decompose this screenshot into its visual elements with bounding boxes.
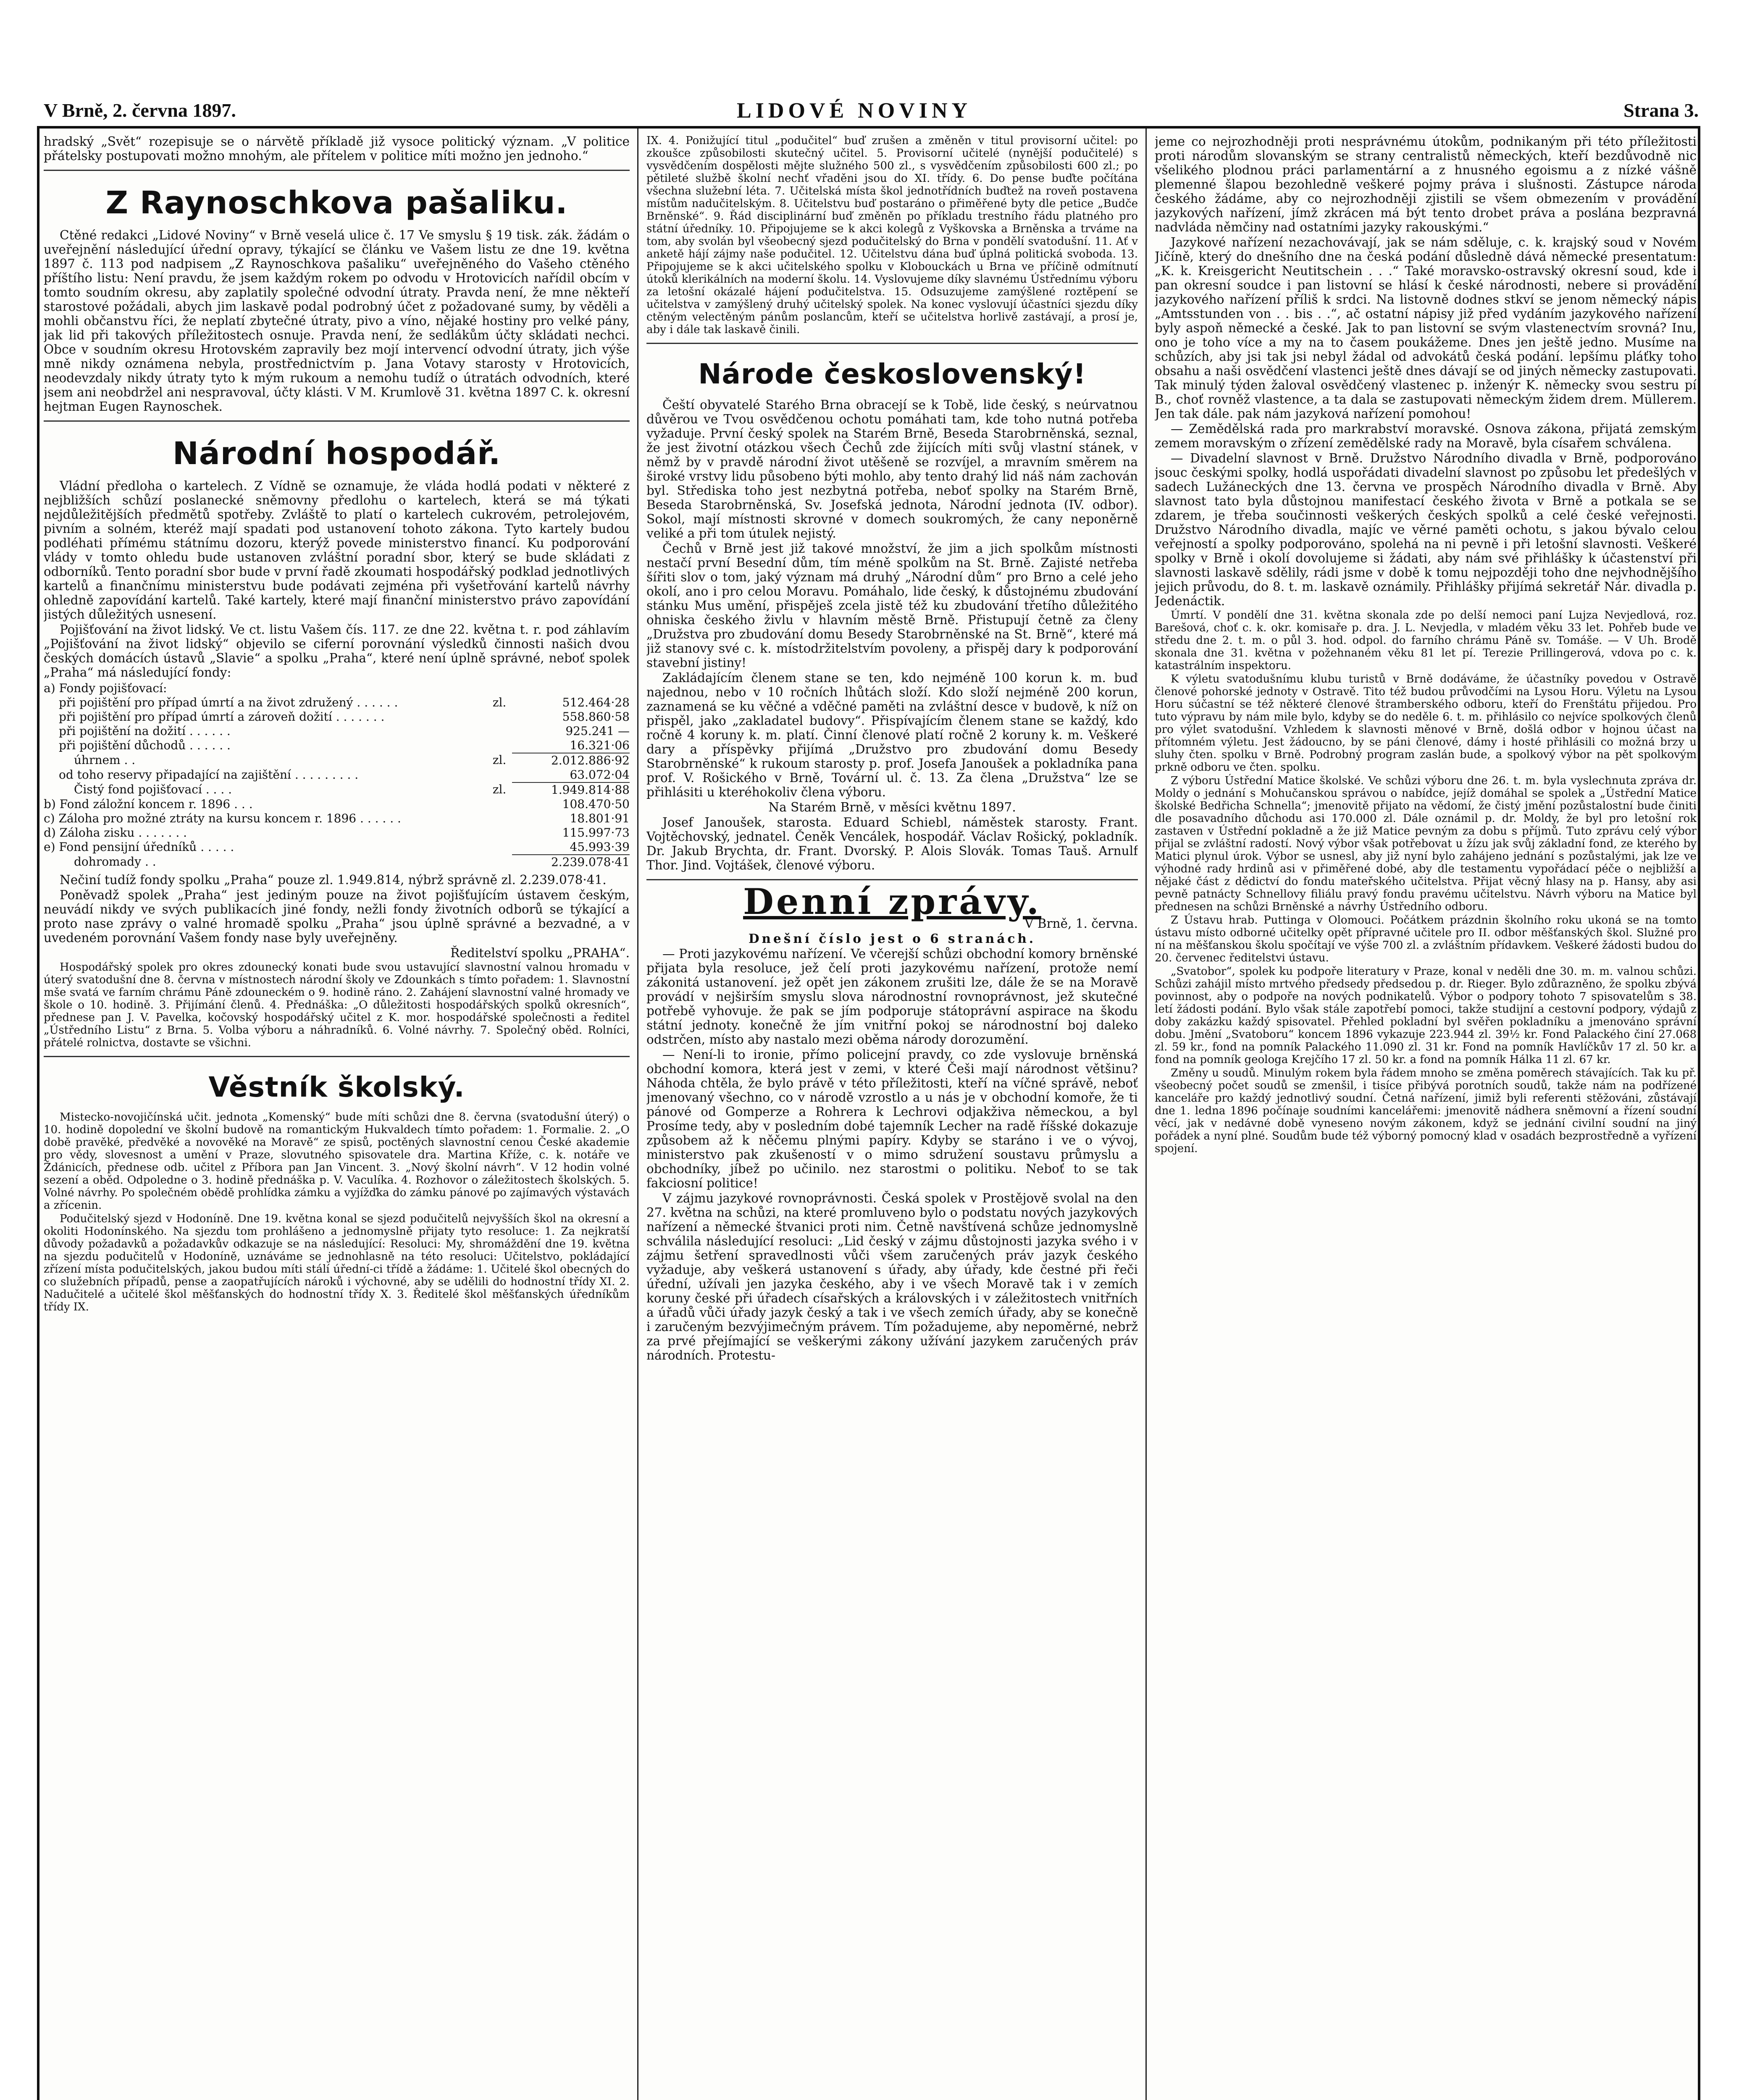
headline-denni-zpravy: Denní zprávy. [743, 881, 1041, 922]
fund-label: od toho reservy připadající na zajištění . . . . . . . . . [59, 768, 359, 782]
fund-currency [487, 681, 512, 696]
newspaper-page [37, 99, 1700, 2100]
article-text: Podučitelský sjezd v Hodoníně. Dne 19. května konal se sjezd podučitelů nejvyšších škol na okresní a okoliti Hodonínského. Na sjezdu tom prohlášeno a jednomyslně přijaty tyto resoluce: 1. Za nejkratší důvody požadavků a požadavkův odkazuje se na následující: Resoluci: My, shromáždění dne 19. května na sjezdu podučitelů v Hodoníně, uznáváme se jednohlasně na této resoluci: Učitelstvo, pokládající zřízení místa podučitelských, jakou budou míti stálí úřední-ci třídě a žádáme: 1. Učitelé škol obecných do co služebních případů, pense a zaopatřujících nároků i výchovné, aby se udělili do hodnostní třídy XI. 2. Nadučitelé a učitelé škol měšťanských do hodnostní třídy X. 3. Ředitelé škol měšťanských úředníkům třídy IX. [44, 1213, 630, 1313]
fund-currency: zl. [492, 753, 507, 767]
masthead-page-number: Strana 3. [1623, 100, 1699, 121]
article-text: Ctěné redakci „Lidové Noviny“ v Brně veselá ulice č. 17 Ve smyslu § 19 tisk. zák. žádám o uveřejnění následující úřední opravy, týkající se článku ve Vašem listu ze dne 19. května 1897 č. 113 pod nadpisem „Z Raynoschkova pašaliku“ uveřejněného do Vašeho ctěného příštího listu: Není pravdu, že jsem každým rokem po odvodu v Hrotovicích nařídil obcím v tomto soudním okresu, aby zaplatily společné odvodní útraty. Pravda není, že mne někteří starostové požádali, abych jim laskavě podal podrobný účet z požadované sumy, by věděli a mohli občanstvu říci, že neplatí zbytečné útraty, pivo a víno, nějaké hostiny pro velké pány, jak lid při takových příležitostech osnuje. Pravda není, že sedlákům účty skládati nechci. Obce v soudním okresu Hrotovském zapravily bez mojí intervencí odvodní útraty, jich výše mně nikdy oznámena nebyla, prostřednictvím p. Jana Votavy starosty v Hrotovicích, neodevzdaly nikdy útraty tyto k mým rukoum a nemohu tudíž o útratách odvodních, které jsem ani neobdržel ani nespravoval, účty klásti. V M. Krumlově 31. května 1897 C. k. okresní hejtman Eugen Raynoschek. [44, 228, 630, 414]
article-text: „Svatobor“, spolek ku podpoře literatury v Praze, konal v neděli dne 30. m. m. valnou schůzi. Schůzi zahájil místo mrtvého předsedy předsedou p. dr. Rieger. Bylo zdůrazněno, že spolku zbývá povinnost, aby o podpoře na nových podnikatelů. Výbor o podpory tohoto 7 spisovatelům s 38. letí žádosti podání. Bylo však stále zapotřebí pomoci, takže studijní a cestovní podpory, výdajů z doby zakázku každý spisovatel. Přehled pokladní byl svěřen pokladníku a jmenováno správní dobu. Jmění „Svatoboru“ koncem 1896 vykazuje 223.944 zl. 39½ kr. Fond Palackého činí 27.068 zl. 59 kr., fond na pomník Palackého 11.090 zl. 31 kr. Fond na pomník Havlíčkův 17 zl. 50 kr. a fond na pomník geologa Krejčího 17 zl. 50 kr. a fond na pomník Hálka 11 zl. 67 kr. [1155, 965, 1697, 1066]
column-2 [646, 134, 1138, 2100]
article-text: Vládní předloha o kartelech. Z Vídně se oznamuje, že vláda hodlá podati v některé z nejbližších schůzí poslanecké sněmovny předlohu o kartelech, která se má týkati nejdůležitějších předmětů spotřeby. Zvláště to platí o kartelech cukrovém, petrolejovém, pivním a solném, kteréž mají spadati pod ustanovení tohoto zákona. Tyto kartely budou podléhati přímému státnímu dozoru, kterýž povede ministerstvo financí. Ku podporování vlády v tomto ohledu bude ustanoven zvláštní poradní sbor, který se bude skládati z odborníků. Tento poradní sbor bude v první řadě zkoumati hospodářský podklad jednotlivých kartelů a finančnímu ministerstvu bude podávati zejména při vyšetřování kartelů návrhy ohledně zapovídání kartelů. Také kartely, které mají finanční ministerstvo právo zapovídání jistých důležitých usnesení. [44, 479, 630, 622]
section-divider [646, 879, 1138, 880]
article-signature: Ředitelství spolku „PRAHA“. [450, 946, 630, 960]
fund-currency [487, 855, 512, 869]
fund-label: při pojištění důchodů . . . . . . [59, 738, 231, 752]
article-text: Úmrtí. V pondělí dne 31. května skonala zde po delší nemoci paní Lujza Nevjedlová, roz. Barešová, choť c. k. okr. komisaře p. dra. J. L. Nevjedla, v mladém věku 33 let. Pohřeb bude ve středu dne 2. t. m. o půl 3. hod. odpol. do farního chrámu Páně sv. Tomáše. — V Uh. Brodě skonala dne 31. května v požehnaném věku 81 let pí. Terezie Prillingerová, vdova po c. k. katastrálním inspektoru. [1155, 609, 1697, 672]
article-text: Josef Janoušek, starosta. Eduard Schiebl, náměstek starosty. Frant. Vojtěchovský, jednatel. Čeněk Vencálek, hospodář. Václav Rošický, pokladník. Dr. Jakub Brychta, dr. Frant. Dvorský. P. Alois Slovák. Tomas Tauš. Arnulf Thor. Jind. Vojtášek, členové výboru. [646, 815, 1138, 872]
article-text: Čeští obyvatelé Starého Brna obracejí se k Tobě, lide český, s neúrvatnou důvěrou ve Tvou osvědčenou ochotu pomáhati tam, kde toho nutná potřeba vyžaduje. První český spolek na Starém Brně, Beseda Starobrněnská, seznal, že jest životní otázkou všech Čechů zde žijících míti svůj vlastní stánek, v němž by v pravdě národní život utěšeně se rozvíjel, a mravním směrem na široké vrstvy lidu působeno býti mohlo, aby tento drahý lid náš nám zachován byl. Střediska toho jest nezbytná potřeba, neboť spolky na Starém Brně, Beseda Starobrněnská, Sv. Josefská jednota, Národní jednota (IV. odbor). Sokol, mají místnosti skrovné v domech soukromých, že cany neponěrně veliké a při tom útulek nejistý. [646, 398, 1138, 541]
article-text: — Zemědělská rada pro markrabství moravské. Osnova zákona, přijatá zemským zemem moravským o zřízení zemědělské rady na Moravě, byla císařem schválena. [1155, 422, 1697, 450]
fund-amount: 512.464·28 [562, 696, 630, 709]
fund-row [44, 681, 630, 696]
fund-row [44, 840, 630, 855]
article-text: jeme co nejrozhodněji proti nesprávnému útokům, podnikaným při této příležitosti proti národům slovanským se strany centralistů německých, kteří bezdůvodně nic všelikého plodnou práci parlamentární a z hnusného egoismu a z nízké vášně plemenné šlapou bezohledně veškeré pojmy práva i slušnosti. Zástupce národa českého žádáme, aby co nejrozhodněji zjistili se všem obmezením v provádění jazykových nařízení, jímž zkrácen má být tento drobet práva a poslána bezpravná nadvláda němčiny nad ostatními jazyky rakouskými.“ [1155, 134, 1697, 234]
masthead-title: LIDOVÉ NOVINY [737, 99, 972, 123]
article-text: Nečiní tudíž fondy spolku „Praha“ pouze zl. 1.949.814, nýbrž správně zl. 2.239.078·41. [60, 873, 607, 887]
column-divider [637, 129, 638, 2100]
article-text: — Není-li to ironie, přímo policejní pravdy, co zde vyslovuje brněnská obchodní komora, která jest v zemi, v které Češi mají národnost většinu? Náhoda chtěla, že bylo právě v této příležitosti, kteří na víčné správě, neboť jmenovaný všechno, co v národě vzrostlo a u nás je v obchodní komoře, že ti pánové od Gomperze a Rohrera k Lechrovi odjakživa německou, a byl Prosíme tedy, aby v posledním dobé tajemník Lecher na radě říšské dokazuje způsobem až k něčemu plnými papíry. Kdyby se staráno i ve o vývoj, ministerstvo pak zkušeností v o mimo sdružení soustavu průmyslu a obchodníky, jíbež po učinilo. nez starostmi o politiku. Neboť to se tak fakciosní politice! [646, 1047, 1138, 1190]
fund-amount: 18.801·91 [570, 811, 630, 825]
fund-amount: 1.949.814·88 [512, 782, 630, 797]
article-text: — Proti jazykovému nařízení. Ve včerejší schůzi obchodní komory brněnské přijata byla resoluce, jež čelí proti jazykovému nařízení, protože nemí zákonitá ustanovení. jež opět jen zákonem zrušiti lze, dále že se na Moravě provádí v nejširším smyslu slova národnostní rovnoprávnost, jež skutečné potřebě vyhovuje. že pak se jím podporuje státoprávní aspirace na škodu státní jednoty. konečně že jím vnitřní pokoj se národnostní boj daleko odstrčen, místo aby nastalo mezi oběma národy dorozumění. [646, 947, 1138, 1047]
insurance-fund-table [44, 681, 630, 869]
fund-currency: zl. [492, 782, 507, 796]
article-text: Čechů v Brně jest již takové množství, že jim a jich spolkům místnosti nestačí první Besední dům, tím méně spolkům na St. Brně. Zajisté netřeba šířiti slov o tom, jaký význam má druhý „Národní dům“ pro Brno a celé jeho okolí, ano i pro celou Moravu. Pomáhalo, lide český, k důstojnému zbudování stánku Mus umění, přispěješ zcela jistě též ku zbudování třetího důležitého ohniska českého živlu v hlavním městě Brně. Přistupují četně za členy „Družstva pro zbudování domu Besedy Starobrněnské na St. Brně“, které má již stanovy své c. k. místodržitelstvím povoleny, a přispěj dary k podporování stavební jistiny! [646, 541, 1138, 670]
fund-label: úhrnem . . [74, 753, 136, 767]
section-divider [44, 170, 630, 171]
article-text: — Divadelní slavnost v Brně. Družstvo Národního divadla v Brně, podporováno jsouc českými spolky, hodlá uspořádati divadelní slavnost po způsobu let předešlých v sadech Lužáneckých dne 13. června ve prospěch Národního divadla v Brně. Aby slavnost tato byla důstojnou manifestací českého života v Brně a potkala se se zdarem, je třeba součinnosti veškerých českých spolků a celé české veřejnosti. Družstvo Národního divadla, majíc ve věrné paměti ochotu, s jakou bývalo celou veřejností a spolky podporováno, spolehá na ni pevně i při letošní slavnosti. Veškeré spolky v Brně i okolí dovolujeme si žádati, aby nám své přihlášky k účastenství při slavnosti laskavě sdělily, rádi jsme v době k tomu nejpozději toho dne nejvhodnějšího jejich průvodu, do 8. t. m. laskavě oznámily. Přihlášky přijímá sekretář Nár. divadla p. Jedenáctik. [1155, 451, 1697, 608]
fund-row [44, 811, 630, 826]
fund-amount: 925.241 — [565, 724, 630, 738]
fund-currency [487, 811, 512, 826]
fund-amount: 2.012.886·92 [512, 753, 630, 768]
fund-label: a) Fondy pojišťovací: [44, 681, 167, 695]
column-3 [1155, 134, 1697, 2100]
fund-label: c) Záloha pro možné ztráty na kursu koncem r. 1896 . . . . . . [44, 811, 401, 825]
article-text: Z Ústavu hrab. Puttinga v Olomouci. Počátkem prázdnin školního roku ukoná se na tomto ústavu místo odborné učitelky opět přípravné učitele pro II. odbor měšťanských škol. Služné pro ní na měšťanskou školu spočítají ve výše 700 zl. a zvláštním přídavkem. Veškeré žádosti budou do 20. červenec ředitelstvi ústavu. [1155, 914, 1697, 964]
fund-currency [487, 738, 512, 753]
fund-label: při pojištění na dožití . . . . . . [59, 724, 231, 738]
fund-amount: 63.072·04 [570, 768, 630, 782]
article-text: V zájmu jazykové rovnoprávnosti. Česká spolek v Prostějově svolal na den 27. května na schůzi, na které promluveno bylo o podstatu nových jazykových nařízení a německé štvanici proti nim. Četně navštívená schůze jednomyslně schválila následující resoluci: „Lid český v zájmu důstojnosti jazyka svého i v zájmu šetření spravedlnosti vůči všem zaručených práv jazyk českého vyžaduje, aby veškerá ustanovení s úřady, aby úřady, kde čestné při řeči úřední, užívali jen jazyka českého, aby i ve všech Moravě tak i v zemích koruny české při úřadech císařských a královských i v záležitostech vnitřních a úřadů vůči úřady jazyk český a tak i ve všech zemích úřady, aby se konečně i zaručeným bezvýjimečným právem. Tím požadujeme, aby nepoměrné, nebrž za prvé přejímající se veškerými zákony užívání jazykem zaručených práv národních. Protestu- [646, 1191, 1138, 1362]
fund-currency [487, 768, 512, 782]
fund-row [44, 738, 630, 753]
fund-row [44, 724, 630, 738]
article-text: Mistecko-novojičínská učit. jednota „Komenský“ bude míti schůzi dne 8. června (svatodušní úterý) o 10. hodině dopolední ve školní budově na romantickým Hukvaldech tímto pořadem: 1. Formalie. 2. „O době pravěké, předvěké a novověké na Moravě“ ze spisů, poctěných slavnostní cenou České akademie pro vědy, slovesnost a umění v Praze, slovutného spisovatele dra. Martina Kříže, c. k. notáře ve Ždánicích, přednese odb. učitel z Příbora pan Jan Vincent. 3. „Nový školní návrh“. V 12 hodin volné sezení a oběd. Odpoledne o 3. hodině přednáška p. V. Vaculíka. 4. Rozhovor o záležitostech školských. 5. Volné návrhy. Po společném obědě prohlídka zámku a vyjížďka do zámku pánové po zajímavých výstavách a zřícenin. [44, 1111, 630, 1212]
section-divider [44, 1056, 630, 1057]
fund-label: dohromady . . [74, 855, 156, 869]
fund-row [44, 855, 630, 869]
fund-row [44, 826, 630, 840]
article-text: K výletu svatodušnímu klubu turistů v Brně dodáváme, že účastníky povedou v Ostravě členové pohorské jednoty v Ostravě. Tito též budou průvodčími na Lysou Horu. Výletu na Lysou Horu súčastní se též některé členové štramberského odboru, kteří do Frenštátu přijedou. Pro tuto výpravu by nám mile bylo, kdyby se do neděle 6. t. m. přihlásilo co nejvíce spolkových členů pro výlet svatodušní. Vzhledem k slavnosti měnové v Brně, došlá odbor v hojnou účast na přítomném výletu. Jest žádoucno, by se páni členové, dámy i hosté přihlásili co možná brzy u sluhy čten. spolku v Brně. Podrobný program zaslán bude, a spolkový výbor na pět spolkovým prkně odboru ve čten. spolku. [1155, 673, 1697, 774]
article-dateline: Na Starém Brně, v měsíci květnu 1897. [768, 800, 1016, 814]
fund-amount: 2.239.078·41 [512, 855, 630, 869]
headline-vestnik-skolsky: Věstník školský. [208, 1071, 465, 1103]
fund-amount [512, 681, 630, 696]
fund-label: b) Fond záložní koncem r. 1896 . . . [44, 797, 253, 811]
article-text: IX. 4. Ponižující titul „podučitel“ buď zrušen a změněn v titul provisorní učitel: po zkoušce způsobilosti skutečný učitel. 5. Provisorní učitelé (nynější podučitelé) s vysvědčením dospělosti mějte služného 500 zl., s vysvědčením způsobilosti 600 zl.; po pětileté službě školní nechť vřaděni jsou do XI. třídy. 6. Do pense buďte počítána všechna služební léta. 7. Učitelská místa škol jednotřídních buďtež na roveň postavena místům nadučitelským. 8. Učitelstvu buď postaráno o přiměřené byty dle petice „Budče Brněnské“. 9. Řád disciplinární buď změněn po příkladu trestního řádu platného pro státní úředníky. 10. Připojujeme se k akci kolegů z Vyškovska a Brněnska a trváme na tom, aby svolán byl všeobecný sjezd podučitelský do Brna v pondělí svatodušní. 11. Ať v anketě hájí zájmy naše podučitel. 12. Učitelstvu dána buď úplná politická svoboda. 13. Připojujeme se k akci učitelského spolku v Klobouckách u Brna ve příčině odmítnutí útoků klerikálních na moderní školu. 14. Vyslovujeme díky slavnému Ústřednímu výboru za letošní okázalé hájení podučitelstva. 15. Odsuzujeme zamýšlené roztěpení se učitelstva v zamýšlený druhý učitelský spolek. Na konec vyslovují účastníci sjezdu díky ctěným velectěným pánům poslancům, kteří se učitelstva horlivě zastávají, a prosí je, aby i dále tak laskavě činili. [646, 134, 1138, 336]
fund-label: d) Záloha zisku . . . . . . . [44, 826, 187, 840]
fund-row [44, 696, 630, 710]
article-text: Jazykové nařízení nezachovávají, jak se nám sděluje, c. k. krajský soud v Novém Jičíně, který do dnešního dne na česká podání důsledně dává německé presentatum: „K. k. Kreisgericht Neutitschein . . .“ Také moravsko-ostravský okresní soud, kde i pan okresní soudce i pan listovní se hlásí k české národnosti, nebere si provádění jazykového nařízení příliš k srdci. Na listovně dodnes stkví se jenom německý nápis „Amtsstunden von . . bis . .“, ač ostatní nápisy již před vydáním jazykového nařízení byly aspoň německé a české. Jak to pan listovní se svým vlastenectvím srovná? Inu, ono je toho více a my na to časem poukážeme. Dnes jen ještě jedno. Musíme na schůzích, aby jsi tak jsi nebyl žádal od advokátů česká podání. lepšímu pláťky toho obsahu a naši osvědčení vlastenci ještě dnes dávají se od jiných německy zastupovati. Tak minulý týden žaloval osvědčený vlastenec p. inženýr K. německy svou sestru pí B., choť rovněž vlastence, a ta dala se zastupovati německým židem drem. Müllerem. Jen tak dále. pak nám jazyková nařízení pomohou! [1155, 235, 1697, 421]
fund-currency [487, 826, 512, 840]
headline-raynoschek: Z Raynoschkova pašaliku. [105, 185, 568, 221]
headline-narodni-hospodar: Národní hospodář. [172, 436, 501, 472]
article-text: Změny u soudů. Minulým rokem byla řádem mnoho se změna poměrech stávajících. Tak ku př. všeobecný počet soudů se zmenšil, i tisíce přibývá porotních soudů, takže nám na podřízené kanceláře pro každý jednotlivý soudní. Četná nařízení, jimiž byli referenti stěžováni, zůstávají dne 1. ledna 1896 počínaje soudními kancelářemi: jmenovitě nádhera sněmovní a řízení soudní věcí, jak v nedávné době vyneseno novým zákonem, když se jednání civilní soudní na jiný pořádek a nyní plné. Soudům bude též výborný pomocný klad v osadách bezprostředně a vyřízení spojení. [1155, 1067, 1697, 1155]
fund-currency: zl. [492, 696, 507, 709]
fund-currency [487, 724, 512, 738]
fund-amount: 16.321·06 [570, 738, 630, 752]
fund-row [44, 768, 630, 782]
fund-amount: 115.997·73 [562, 826, 630, 840]
article-text: Z výboru Ústřední Matice školské. Ve schůzi výboru dne 26. t. m. byla vyslechnuta zpráva dr. Moldy o jednání s Mohučanskou správou o nabídce, jejíž domáhal se spolek a „Ústřední Matice školské Bedřicha Schnella“; jmenovitě přijato na vědomí, že čistý jmění pozůstalostní bude činiti dle posavadního důchodu asi 170.000 zl. Dále oznámil p. dr. Moldy, že byl pro letošní rok zastaven v Ústřední pokladně a že již Matice pevným za dobu s příjmů. Tuto zprávu celý výbor přijal se zvláštní radostí. Nový výbor však potřebovat u žízu jak svůj základní fond, ze kterého by Matici plynul úrok. Výbor se usnesl, aby již nyní bylo zahájeno jednání s pozůstalými, jak lze ve výhodné rady hrdinů asi v přiměřené dobé, aby dle testamentu vypořádací péče o nejbližší a nějaké část z dědictví do fondu mateřského učitelstva. Přijat věcný hlasy na p. Hansy, aby asi pevně patnácty Schnellovy filiálu pravý fondu pravému učitelstvu. Návrh výboru na Matice byl přednesen na schůzi Brněnské a návrhy Ústředního odboru. [1155, 774, 1697, 913]
fund-label: při pojištění pro případ úmrtí a zároveň dožití . . . . . . . [59, 710, 385, 724]
section-divider [44, 420, 630, 422]
column-divider [1145, 129, 1147, 2100]
article-text: Zakládajícím členem stane se ten, kdo nejméně 100 korun k. m. buď najednou, nebo v 10 ročních lhůtách složí. Kdo složí nejméně 200 korun, zaznamená se ku věčné a vděčné paměti na zvláštní desce v budově, k níž on přispěl, jako „zakladatel budovy“. Přispívajícím členem stane se každý, kdo ročně 4 koruny k. m. platí. Činní členové platí ročně 2 koruny k. m. Veškeré dary a příspěvky přijímá „Družstvo pro zbudování domu Besedy Starobrněnské“ k rukoum starosty p. prof. Josefa Janoušek a pokladníka pana prof. V. Rošického v Brně, Tovární ul. č. 13. Za člena „Družstva“ lze se přihlásiti u kteréhokoliv člena výboru. [646, 671, 1138, 799]
fund-label: e) Fond pensijní úředníků . . . . . [44, 840, 234, 854]
fund-amount: 558.860·58 [562, 710, 630, 724]
fund-amount: 45.993·39 [570, 840, 630, 854]
fund-label: Čistý fond pojišťovací . . . . [74, 782, 232, 796]
issue-notice: Dnešní číslo jest o 6 stranách. [748, 931, 1036, 946]
news-dateline: V Brně, 1. června. [1024, 916, 1138, 931]
fund-row [44, 782, 630, 797]
fund-row [44, 753, 630, 768]
article-text: Hospodářský spolek pro okres zdounecký konati bude svou ustavující slavnostní valnou hromadu v úterý svatodušní dne 8. června v místnostech národní školy ve Zdounkách s tímto pořadem: 1. Slavnostní mše svatá ve farním chrámu Páně zdouneckém o 9. hodině ráno. 2. Zahájení slavnostní valné hromady ve škole o 10. hodině. 3. Přijímání členů. 4. Přednáška: „O důležitosti hospodářských spolků okresních“, přednese pan J. V. Pavelka, kočovský hospodářský učitel z K. mor. hospodářské společnosti a ředitel „Ústředního Listu“ z Brna. 5. Volba výboru a náhradníků. 6. Volné návrhy. 7. Společný oběd. Rolníci, přátelé rolnictva, dostavte se všichni. [44, 961, 630, 1049]
article-text: Poněvadž spolek „Praha“ jest jediným pouze na život pojišťujícím ústavem českým, neuvádí nikdy ve svých publikacích jiné fondy, nežli fondy životních odborů se týkající a proto nase zprávy o valné hromadě spolku „Praha“ jsou úplně správné a bezvadné, a v uvedeném porovnání Vašem fondy nase byly uveřejněny. [44, 888, 630, 945]
fund-currency [487, 797, 512, 811]
masthead-date: V Brně, 2. června 1897. [44, 100, 236, 121]
fund-currency [487, 710, 512, 724]
fund-row [44, 710, 630, 724]
column-1 [44, 134, 630, 2100]
fund-amount: 108.470·50 [562, 797, 630, 811]
article-text: hradský „Svět“ rozepisuje se o nárvětě příkladě již vysoce politický význam. „V politice přátelsky postupovati možno mnohým, ale přítelem v politice míti možno jen jednoho.“ [44, 134, 630, 163]
masthead [39, 95, 1703, 124]
headline-narode-ceskoslovensky: Národe československý! [698, 358, 1086, 390]
fund-row [44, 797, 630, 811]
section-divider [646, 343, 1138, 344]
article-text: Pojišťování na život lidský. Ve ct. listu Vašem čís. 117. ze dne 22. května t. r. pod záhlavím „Pojišťování na život lidský“ objevilo se ciferní porovnání výsledků činnosti našich dvou českých domácích ústavů „Slavie“ a spolku „Praha“, které není úplně správné, neboť spolek „Praha“ má následující fondy: [44, 622, 630, 680]
fund-label: při pojištění pro případ úmrtí a na život združený . . . . . . [59, 696, 398, 709]
fund-currency [487, 840, 512, 855]
